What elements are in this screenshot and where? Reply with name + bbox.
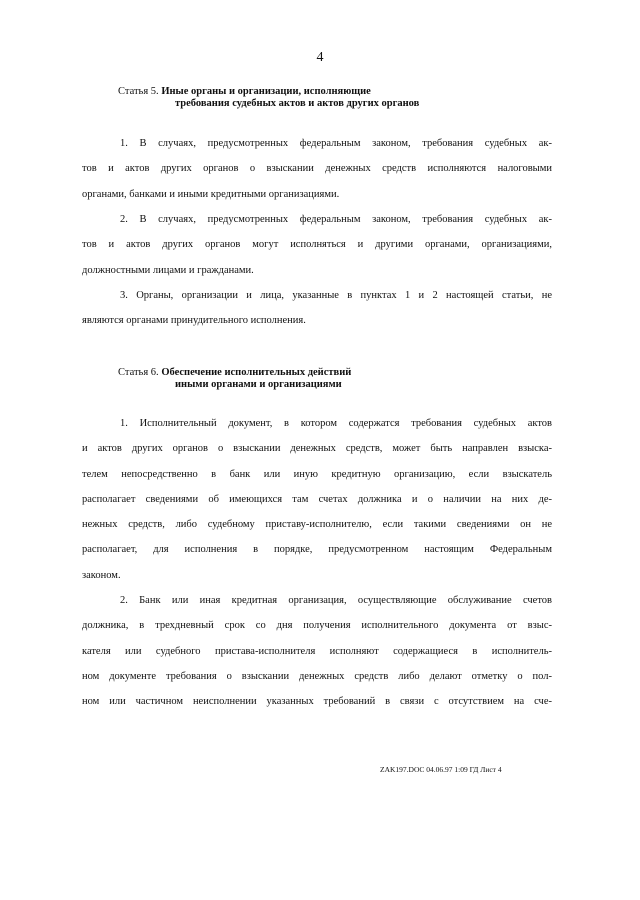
text-line: и актов других органов о взыскании денежных средств, может быть направлен взыска- <box>82 443 552 455</box>
text-line: являются органами принудительного исполнения. <box>82 315 306 327</box>
text-line: тов и актов других органов могут исполняться и другими органами, организациями, <box>82 239 552 251</box>
text-line: тов и актов других органов о взыскании денежных средств исполняются налоговыми <box>82 163 552 175</box>
article-6-paragraph-1 <box>82 411 552 588</box>
text-line: кателя или судебного пристава-исполнителя исполняют содержащиеся в исполнитель- <box>82 645 552 657</box>
text-line: располагает сведениями об имеющихся там счетах должника и о наличии на них де- <box>82 493 552 505</box>
text-line: ном документе требования о взыскании денежных средств либо делают отметку о пол- <box>82 670 552 682</box>
text-line: ном или частичном неисполнении указанных требований в связи с отсутствием на сче- <box>82 696 552 708</box>
article-5-prefix: Статья 5. <box>118 86 159 97</box>
text-line: 2. Банк или иная кредитная организация, осуществляющие обслуживание счетов <box>120 595 552 606</box>
text-line: нежных средств, либо судебному приставу-исполнителю, если такими сведениями он не <box>82 519 552 531</box>
article-6-paragraph-2 <box>82 588 552 714</box>
document-footer: ZAK197.DOC 04.06.97 1:09 ГД Лист 4 <box>380 765 502 774</box>
article-6-title-line2: иными органами и организациями <box>175 379 342 390</box>
text-line: 2. В случаях, предусмотренных федеральным законом, требования судебных ак- <box>120 214 552 225</box>
text-line: располагает, для исполнения в порядке, предусмотренном настоящим Федеральным <box>82 544 552 556</box>
article-5-title-line1: Иные органы и организации, исполняющие <box>161 86 371 97</box>
article-5-paragraph-3 <box>82 283 552 334</box>
text-line: 1. В случаях, предусмотренных федеральным законом, требования судебных ак- <box>120 138 552 149</box>
text-line: органами, банками и иными кредитными организациями. <box>82 188 340 200</box>
article-5-paragraph-1 <box>82 131 552 207</box>
article-6-heading <box>118 367 351 391</box>
text-line: телем непосредственно в банк или иную кредитную организацию, если взыскатель <box>82 468 552 480</box>
article-5-heading <box>118 86 419 110</box>
article-5-title-line2: требования судебных актов и актов других органов <box>175 98 420 109</box>
text-line: должника, в трехдневный срок со дня получения исполнительного документа от взыс- <box>82 620 552 632</box>
text-line: законом. <box>82 569 121 581</box>
page-number: 4 <box>316 50 324 65</box>
article-5-paragraph-2 <box>82 207 552 283</box>
article-6-title-line1: Обеспечение исполнительных действий <box>161 367 352 378</box>
text-line: должностными лицами и гражданами. <box>82 264 254 276</box>
text-line: 1. Исполнительный документ, в котором содержатся требования судебных актов <box>120 418 552 429</box>
text-line: 3. Органы, организации и лица, указанные в пунктах 1 и 2 настоящей статьи, не <box>120 290 552 301</box>
article-6-prefix: Статья 6. <box>118 367 159 378</box>
